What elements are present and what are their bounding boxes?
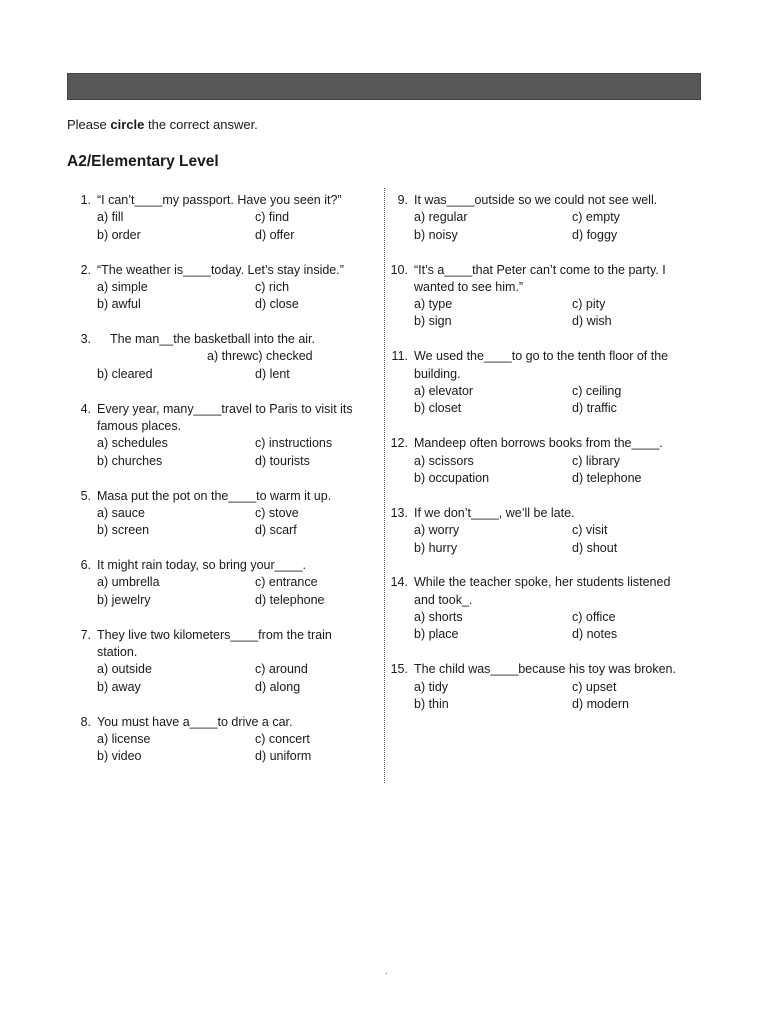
- option-d[interactable]: d) lent: [255, 366, 290, 381]
- question-4: [67, 401, 367, 470]
- option-d[interactable]: d) scarf: [255, 523, 297, 538]
- option-a[interactable]: a) license: [97, 731, 151, 746]
- left-column: [67, 192, 367, 783]
- option-a[interactable]: a) sauce: [97, 505, 145, 520]
- option-a[interactable]: a) shorts: [414, 610, 463, 625]
- option-d[interactable]: d) tourists: [255, 453, 310, 468]
- question-number: 8.: [80, 714, 91, 729]
- option-d[interactable]: d) close: [255, 297, 299, 312]
- question-9: [384, 192, 694, 244]
- option-a[interactable]: a) schedules: [97, 436, 168, 451]
- question-stem: It might rain today, so bring your____.: [97, 558, 306, 573]
- options: [414, 679, 694, 714]
- options: [414, 296, 694, 331]
- option-d[interactable]: d) notes: [572, 627, 618, 642]
- options: [97, 209, 367, 244]
- question-number: 2.: [80, 262, 91, 277]
- options: [97, 661, 367, 696]
- option-c[interactable]: c) pity: [572, 297, 606, 312]
- option-c[interactable]: c) upset: [572, 679, 617, 694]
- question-2: [67, 262, 367, 314]
- question-6: [67, 557, 367, 609]
- question-8: [67, 714, 367, 766]
- option-d[interactable]: d) traffic: [572, 401, 617, 416]
- question-number: 5.: [80, 488, 91, 503]
- option-b[interactable]: b) awful: [97, 297, 141, 312]
- question-stem: Every year, many____travel to Paris to visit its famous places.: [97, 401, 353, 434]
- options: [97, 731, 367, 766]
- option-c[interactable]: c) concert: [255, 731, 310, 746]
- question-number: 3.: [80, 332, 91, 347]
- option-d[interactable]: d) telephone: [572, 470, 642, 485]
- option-b[interactable]: b) jewelry: [97, 592, 151, 607]
- question-15: [384, 661, 694, 713]
- option-a[interactable]: a) fill: [97, 210, 124, 225]
- question-stem: It was____outside so we could not see well.: [414, 193, 658, 207]
- question-stem: We used the____to go to the tenth floor of the building.: [414, 349, 669, 381]
- option-a[interactable]: a) threw: [207, 349, 253, 364]
- option-b[interactable]: b) sign: [414, 314, 452, 329]
- options: [97, 505, 367, 540]
- option-c[interactable]: c) empty: [572, 210, 620, 225]
- option-c[interactable]: c) stove: [255, 505, 299, 520]
- question-number: 13.: [390, 505, 408, 520]
- option-c[interactable]: c) instructions: [255, 436, 333, 451]
- question-stem: “I can’t____my passport. Have you seen it?”: [97, 193, 342, 207]
- instructions-post: the correct answer.: [144, 117, 258, 132]
- option-c[interactable]: c) find: [255, 210, 290, 225]
- question-stem: While the teacher spoke, her students listened and took_.: [414, 575, 671, 607]
- option-d[interactable]: d) offer: [255, 227, 295, 242]
- options: [414, 453, 694, 488]
- question-number: 7.: [80, 627, 91, 642]
- options: [414, 522, 694, 557]
- option-b[interactable]: b) order: [97, 227, 141, 242]
- option-a[interactable]: a) worry: [414, 523, 460, 538]
- option-c[interactable]: c) ceiling: [572, 384, 622, 399]
- option-a[interactable]: a) umbrella: [97, 575, 160, 590]
- option-a[interactable]: a) scissors: [414, 453, 474, 468]
- option-d[interactable]: d) modern: [572, 696, 629, 711]
- question-stem: “It’s a____that Peter can’t come to the party. I wanted to see him.”: [414, 262, 666, 294]
- question-5: [67, 488, 367, 540]
- option-a[interactable]: a) outside: [97, 662, 152, 677]
- question-stem: Mandeep often borrows books from the____.: [414, 436, 663, 451]
- options: [414, 383, 694, 418]
- option-b[interactable]: b) place: [414, 627, 459, 642]
- options-row-2: [97, 366, 367, 383]
- question-number: 4.: [80, 401, 91, 416]
- question-number: 11.: [391, 349, 408, 364]
- question-stem: Masa put the pot on the____to warm it up.: [97, 488, 332, 503]
- question-11: [384, 348, 694, 417]
- option-a[interactable]: a) tidy: [414, 679, 449, 694]
- question-stem: They live two kilometers____from the train station.: [97, 627, 332, 660]
- option-a[interactable]: a) simple: [97, 279, 148, 294]
- question-14: [384, 574, 694, 643]
- option-c[interactable]: c) checked: [252, 349, 313, 364]
- option-a[interactable]: a) elevator: [414, 384, 474, 399]
- option-b[interactable]: b) churches: [97, 453, 163, 468]
- options: [97, 279, 367, 314]
- option-d[interactable]: d) shout: [572, 540, 618, 555]
- option-b[interactable]: b) video: [97, 749, 142, 764]
- option-b[interactable]: b) occupation: [414, 470, 490, 485]
- question-13: [384, 505, 694, 557]
- option-d[interactable]: d) uniform: [255, 749, 312, 764]
- option-c[interactable]: c) office: [572, 610, 616, 625]
- option-c[interactable]: c) rich: [255, 279, 290, 294]
- option-b[interactable]: b) closet: [414, 401, 462, 416]
- option-b[interactable]: b) away: [97, 679, 141, 694]
- level-heading: A2/Elementary Level: [67, 153, 219, 170]
- right-column: [384, 192, 694, 731]
- options: [97, 435, 367, 470]
- question-1: [67, 192, 367, 244]
- question-number: 9.: [397, 193, 408, 207]
- option-b[interactable]: b) cleared: [97, 366, 153, 381]
- option-b[interactable]: b) screen: [97, 523, 150, 538]
- question-number: 6.: [80, 558, 91, 573]
- options: [414, 209, 694, 244]
- option-d[interactable]: d) telephone: [255, 592, 325, 607]
- instructions-pre: Please: [67, 117, 111, 132]
- question-stem: “The weather is____today. Let’s stay inside.”: [97, 262, 344, 277]
- question-number: 1.: [80, 193, 91, 207]
- question-stem: You must have a____to drive a car.: [97, 714, 293, 729]
- option-a[interactable]: a) regular: [414, 210, 468, 225]
- instructions: [67, 117, 258, 132]
- question-stem: If we don’t____, we’ll be late.: [414, 505, 575, 520]
- question-10: [384, 262, 694, 331]
- option-c[interactable]: c) library: [572, 453, 620, 468]
- options: [97, 574, 367, 609]
- question-7: [67, 627, 367, 696]
- option-d[interactable]: d) foggy: [572, 227, 618, 242]
- option-b[interactable]: b) thin: [414, 696, 449, 711]
- question-3: [67, 331, 367, 383]
- instructions-bold: circle: [110, 117, 145, 132]
- footer-dot: .: [385, 966, 388, 977]
- question-number: 14.: [390, 575, 408, 590]
- question-number: 10.: [390, 262, 408, 277]
- question-stem: The man__the basketball into the air.: [110, 332, 315, 347]
- question-number: 12.: [390, 436, 408, 451]
- option-d[interactable]: d) wish: [572, 314, 612, 329]
- option-d[interactable]: d) along: [255, 679, 301, 694]
- option-c[interactable]: c) entrance: [255, 575, 318, 590]
- options-row-1: [97, 348, 367, 365]
- option-c[interactable]: c) visit: [572, 523, 608, 538]
- options: [414, 609, 694, 644]
- option-c[interactable]: c) around: [255, 662, 308, 677]
- option-a[interactable]: a) type: [414, 297, 453, 312]
- option-b[interactable]: b) noisy: [414, 227, 458, 242]
- header-banner: [67, 73, 701, 100]
- question-stem: The child was____because his toy was broken.: [414, 662, 676, 677]
- question-12: [384, 435, 694, 487]
- question-number: 15.: [390, 662, 408, 677]
- option-b[interactable]: b) hurry: [414, 540, 458, 555]
